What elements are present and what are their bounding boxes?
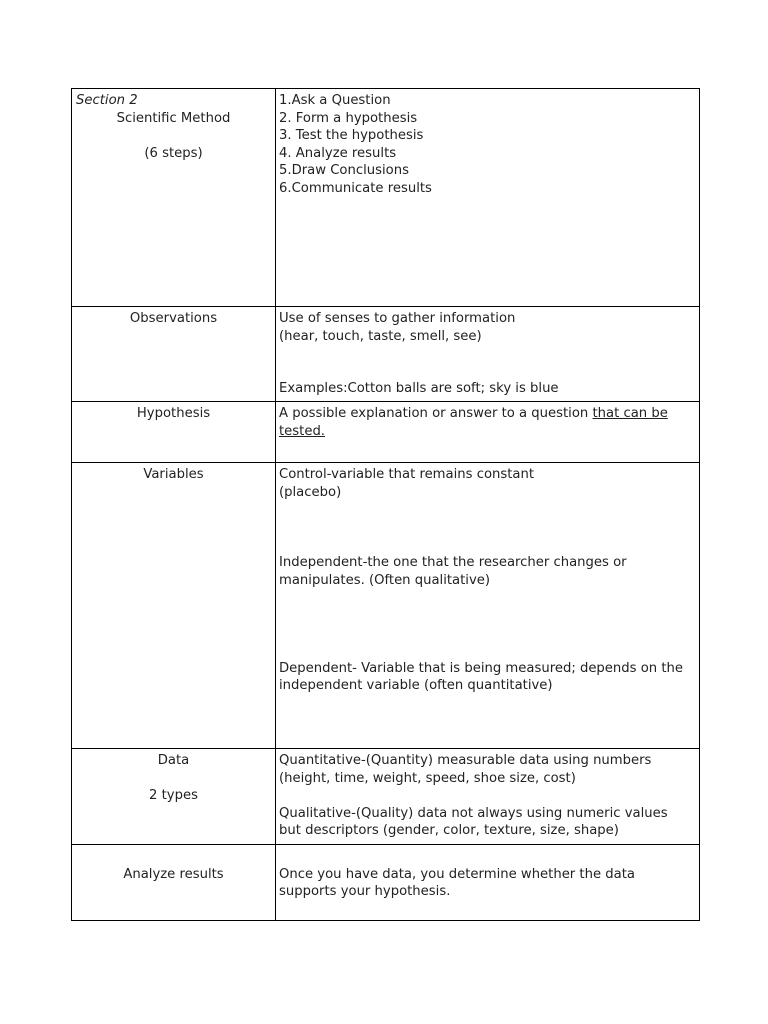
term-label: Variables	[143, 467, 204, 482]
underlined-text: tested.	[279, 423, 326, 439]
term-cell	[72, 845, 276, 921]
definition-line: manipulates. (Often qualitative)	[279, 572, 491, 588]
term-cell	[72, 463, 276, 749]
definition-line: Use of senses to gather information	[279, 311, 516, 326]
definition-line: Control-variable that remains constant	[279, 467, 535, 482]
table-row	[72, 749, 700, 845]
term-note: 2 types	[149, 788, 198, 804]
table-row	[72, 307, 700, 402]
definition-cell	[276, 463, 700, 749]
step-item: 6.Communicate results	[279, 180, 432, 196]
term-label: Data	[157, 753, 190, 768]
step-item: 4. Analyze results	[279, 145, 397, 161]
definition-text: A possible explanation or answer to a question	[279, 406, 593, 421]
step-item: 1.Ask a Question	[279, 93, 391, 108]
definition-line: Qualitative-(Quality) data not always using numeric values	[279, 805, 668, 821]
table-row	[72, 463, 700, 749]
step-item: 5.Draw Conclusions	[279, 163, 409, 179]
definition-line: independent variable (often quantitative)	[279, 678, 553, 694]
term-label: Scientific Method	[116, 110, 231, 126]
section-label: Section 2	[76, 93, 138, 108]
table-row	[72, 402, 700, 463]
definition-cell	[276, 749, 700, 845]
notes-table	[71, 88, 700, 921]
term-cell	[72, 749, 276, 845]
underlined-text: that can be	[592, 406, 668, 421]
definition-cell	[276, 89, 700, 307]
definition-line: but descriptors (gender, color, texture, size, shape)	[279, 823, 619, 839]
term-cell	[72, 89, 276, 307]
term-cell	[72, 402, 276, 463]
definition-line: (placebo)	[279, 484, 342, 500]
definition-line: (hear, touch, taste, smell, see)	[279, 328, 482, 344]
definition-line: Quantitative-(Quantity) measurable data using numbers	[279, 753, 652, 768]
definition-line: Examples:Cotton balls are soft; sky is blue	[279, 381, 559, 397]
step-item: 3. Test the hypothesis	[279, 128, 424, 144]
term-cell	[72, 307, 276, 402]
term-label: Hypothesis	[136, 406, 211, 421]
definition-line: Once you have data, you determine whether the data	[279, 866, 635, 882]
definition-cell	[276, 402, 700, 463]
term-label: Observations	[129, 311, 218, 326]
definition-line: Dependent- Variable that is being measured; depends on the	[279, 660, 683, 676]
definition-line: (height, time, weight, speed, shoe size, cost)	[279, 770, 576, 786]
definition-cell	[276, 845, 700, 921]
definition-line: supports your hypothesis.	[279, 884, 451, 900]
term-note: (6 steps)	[144, 145, 203, 161]
step-item: 2. Form a hypothesis	[279, 110, 418, 126]
definition-cell	[276, 307, 700, 402]
definition-line: Independent-the one that the researcher changes or	[279, 554, 627, 570]
table-row	[72, 845, 700, 921]
table-row	[72, 89, 700, 307]
term-label: Analyze results	[123, 866, 224, 882]
